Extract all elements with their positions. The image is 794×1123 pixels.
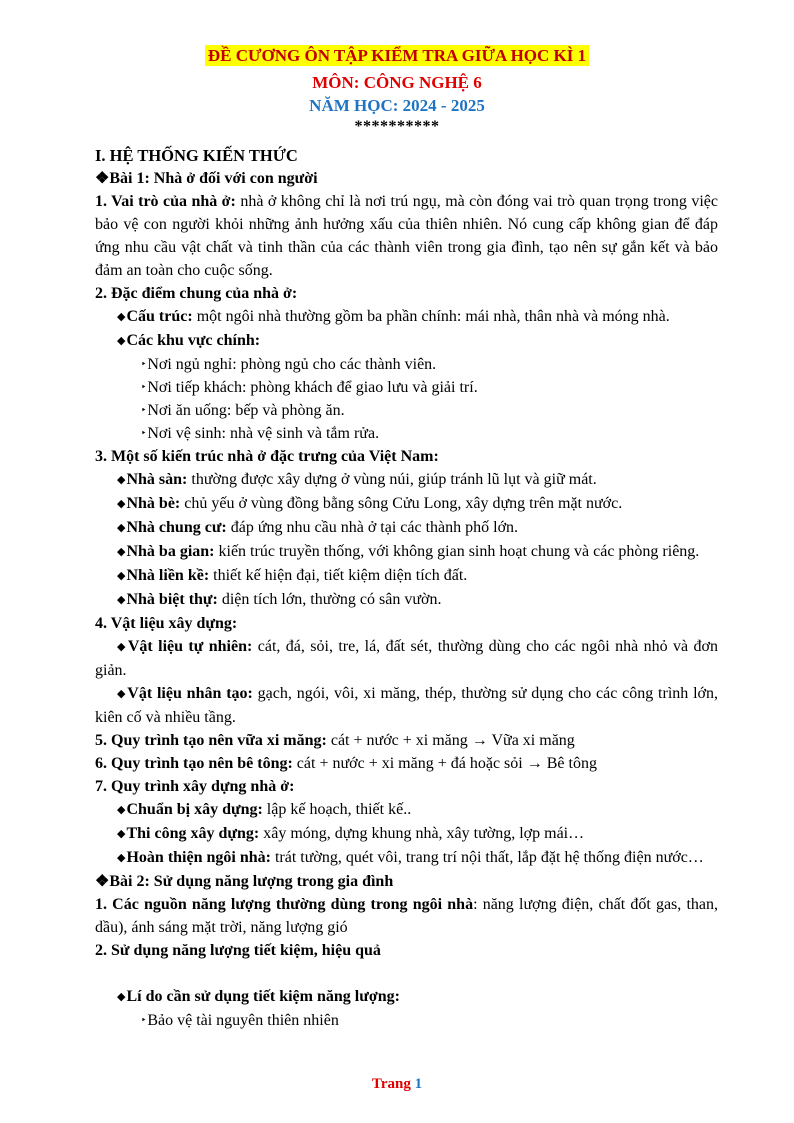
bullet-label: Nhà sàn:	[126, 471, 188, 488]
bullet-item	[95, 492, 718, 516]
bullet-item	[95, 682, 718, 729]
paragraph-label: 1. Vai trò của nhà ở:	[95, 193, 236, 210]
sub-bullet-item	[95, 353, 718, 376]
bullet-text: gạch, ngói, vôi, xi măng, thép, thường sử dụng cho các công trình lớn, kiên cố và nhiều tầng.	[95, 685, 719, 726]
diamond-bullet-icon: ◆	[117, 311, 126, 323]
bullet-label: Thi công xây dựng:	[126, 825, 260, 842]
document-title-text: ĐỀ CƯƠNG ÔN TẬP KIỂM TRA GIỮA HỌC KÌ 1	[205, 45, 589, 66]
paragraph-text: cát + nước + xi măng + đá hoặc sỏi → Bê tông	[292, 755, 597, 772]
school-year-line: NĂM HỌC: 2024 - 2025	[309, 96, 485, 115]
diamond-bullet-icon: ◆	[117, 546, 126, 558]
bullet-text: trát tường, quét vôi, trang trí nội thất, lắp đặt hệ thống điện nước…	[270, 849, 704, 866]
bullet-label: Nhà bè:	[126, 495, 181, 512]
bullet-item	[95, 846, 718, 870]
heading-building-materials: 4. Vật liệu xây dựng:	[95, 615, 238, 632]
bullet-label: Các khu vực chính:	[126, 332, 261, 349]
paragraph-text: cát + nước + xi măng → Vữa xi măng	[326, 732, 575, 749]
diamond-bullet-icon: ◆	[117, 594, 126, 606]
bullet-text: xây móng, dựng khung nhà, xây tường, lợp mái…	[259, 825, 585, 842]
bullet-text: một ngôi nhà thường gồm ba phần chính: mái nhà, thân nhà và móng nhà.	[192, 308, 670, 325]
heading-energy-saving: 2. Sử dụng năng lượng tiết kiệm, hiệu quả	[95, 942, 381, 959]
bullet-label: Nhà liền kề:	[126, 567, 210, 584]
star-divider: **********	[354, 118, 440, 135]
diamond-bullet-icon: ◆	[117, 474, 126, 486]
page-number: 1	[414, 1076, 423, 1092]
sub-bullet-text: Nơi vệ sinh: nhà vệ sinh và tắm rửa.	[147, 425, 380, 442]
bullet-label: Vật liệu tự nhiên:	[127, 638, 253, 655]
triangle-bullet-icon: ‣	[141, 382, 147, 392]
paragraph-concrete-process	[95, 752, 718, 775]
paragraph-label: 6. Quy trình tạo nên bê tông:	[95, 755, 293, 772]
diamond-bullet-icon: ◆	[117, 852, 126, 864]
sub-bullet-item	[95, 1009, 718, 1032]
bullet-item	[95, 516, 718, 540]
bullet-text: cát, đá, sỏi, tre, lá, đất sét, thường dùng cho các ngôi nhà nhỏ và đơn giản.	[95, 638, 718, 679]
diamond-bullet-icon: ◆	[117, 991, 126, 1003]
bullet-text: lập kế hoạch, thiết kế..	[262, 801, 412, 818]
diamond-bullet-icon: ◆	[117, 335, 126, 347]
bullet-item	[95, 822, 718, 846]
bullet-text: thường được xây dựng ở vùng núi, giúp tránh lũ lụt và giữ mát.	[187, 471, 597, 488]
bullet-text: chủ yếu ở vùng đồng bằng sông Cửu Long, xây dựng trên mặt nước.	[180, 495, 623, 512]
bullet-item	[95, 540, 718, 564]
bullet-main-areas	[95, 329, 718, 353]
bullet-label: Cấu trúc:	[126, 308, 193, 325]
paragraph-role-of-house	[95, 190, 718, 282]
diamond-bullet-icon: ◆	[117, 498, 126, 510]
paragraph-label: 5. Quy trình tạo nên vữa xi măng:	[95, 732, 327, 749]
subject-line: MÔN: CÔNG NGHỆ 6	[312, 73, 482, 92]
heading-architecture: 3. Một số kiến trúc nhà ở đặc trưng của Việt Nam:	[95, 448, 439, 465]
document-title	[0, 46, 794, 66]
bullet-text: kiến trúc truyền thống, với không gian sinh hoạt chung và các phòng riêng.	[214, 543, 700, 560]
diamond-bullet-icon: ◆	[117, 570, 126, 582]
bullet-label: Lí do cần sử dụng tiết kiệm năng lượng:	[126, 988, 400, 1005]
bullet-label: Chuẩn bị xây dựng:	[126, 801, 263, 818]
blank-line	[95, 962, 718, 985]
bullet-label: Nhà chung cư:	[126, 519, 227, 536]
diamond-bullet-icon: ◆	[117, 688, 127, 700]
bullet-text: diện tích lớn, thường có sân vườn.	[217, 591, 442, 608]
bullet-item	[95, 588, 718, 612]
triangle-bullet-icon: ‣	[141, 359, 147, 369]
paragraph-label: 1. Các nguồn năng lượng thường dùng trong ngôi nhà	[95, 896, 474, 913]
page-footer	[0, 1076, 794, 1093]
sub-bullet-item	[95, 399, 718, 422]
document-body	[95, 144, 718, 1032]
diamond-bullet-icon: ◆	[117, 804, 126, 816]
bullet-label: Nhà biệt thự:	[126, 591, 218, 608]
bullet-reason	[95, 985, 718, 1009]
heading-common-features: 2. Đặc điểm chung của nhà ở:	[95, 285, 298, 302]
triangle-bullet-icon: ‣	[141, 405, 147, 415]
bullet-text: thiết kế hiện đại, tiết kiệm diện tích đất.	[209, 567, 468, 584]
sub-bullet-item	[95, 376, 718, 399]
bullet-label: Hoàn thiện ngôi nhà:	[126, 849, 271, 866]
bullet-text: đáp ứng nhu cầu nhà ở tại các thành phố lớn.	[226, 519, 519, 536]
sub-bullet-text: Bảo vệ tài nguyên thiên nhiên	[147, 1012, 339, 1029]
heading-construction-process: 7. Quy trình xây dựng nhà ở:	[95, 778, 295, 795]
diamond-bullet-icon: ◆	[117, 641, 127, 653]
triangle-bullet-icon: ‣	[141, 428, 147, 438]
triangle-bullet-icon: ‣	[141, 1015, 147, 1025]
lesson-1-title: ❖Bài 1: Nhà ở đối với con người	[95, 170, 318, 187]
bullet-item	[95, 468, 718, 492]
bullet-item	[95, 798, 718, 822]
bullet-label: Nhà ba gian:	[126, 543, 215, 560]
bullet-item	[95, 564, 718, 588]
page-label: Trang	[371, 1076, 411, 1092]
lesson-2-title: ❖Bài 2: Sử dụng năng lượng trong gia đình	[95, 873, 394, 890]
paragraph-text: nhà ở không chỉ là nơi trú ngụ, mà còn đóng vai trò quan trọng trong việc bảo vệ con người khỏi những ảnh hưởng xấu của thiên nhiên. Nó cung cấp không gian để đáp ứng nhu cầu vật chất và tinh thần của các thành viên trong gia đình, tạo nên sự gắn kết và bảo đảm an toàn cho cuộc sống.	[95, 193, 718, 279]
bullet-label: Vật liệu nhân tạo:	[127, 685, 253, 702]
paragraph-mortar-process	[95, 729, 718, 752]
paragraph-energy-sources	[95, 893, 718, 939]
bullet-item	[95, 635, 718, 682]
paragraph-text: : năng lượng điện, chất đốt gas, than, dầu), ánh sáng mặt trời, năng lượng gió	[95, 896, 719, 936]
diamond-bullet-icon: ◆	[117, 828, 126, 840]
section-heading: I. HỆ THỐNG KIẾN THỨC	[95, 146, 298, 165]
sub-bullet-text: Nơi tiếp khách: phòng khách để giao lưu và giải trí.	[147, 379, 478, 396]
sub-bullet-text: Nơi ngủ nghỉ: phòng ngủ cho các thành viên.	[147, 356, 437, 373]
diamond-bullet-icon: ◆	[117, 522, 126, 534]
sub-bullet-item	[95, 422, 718, 445]
bullet-structure	[95, 305, 718, 329]
sub-bullet-text: Nơi ăn uống: bếp và phòng ăn.	[147, 402, 345, 419]
